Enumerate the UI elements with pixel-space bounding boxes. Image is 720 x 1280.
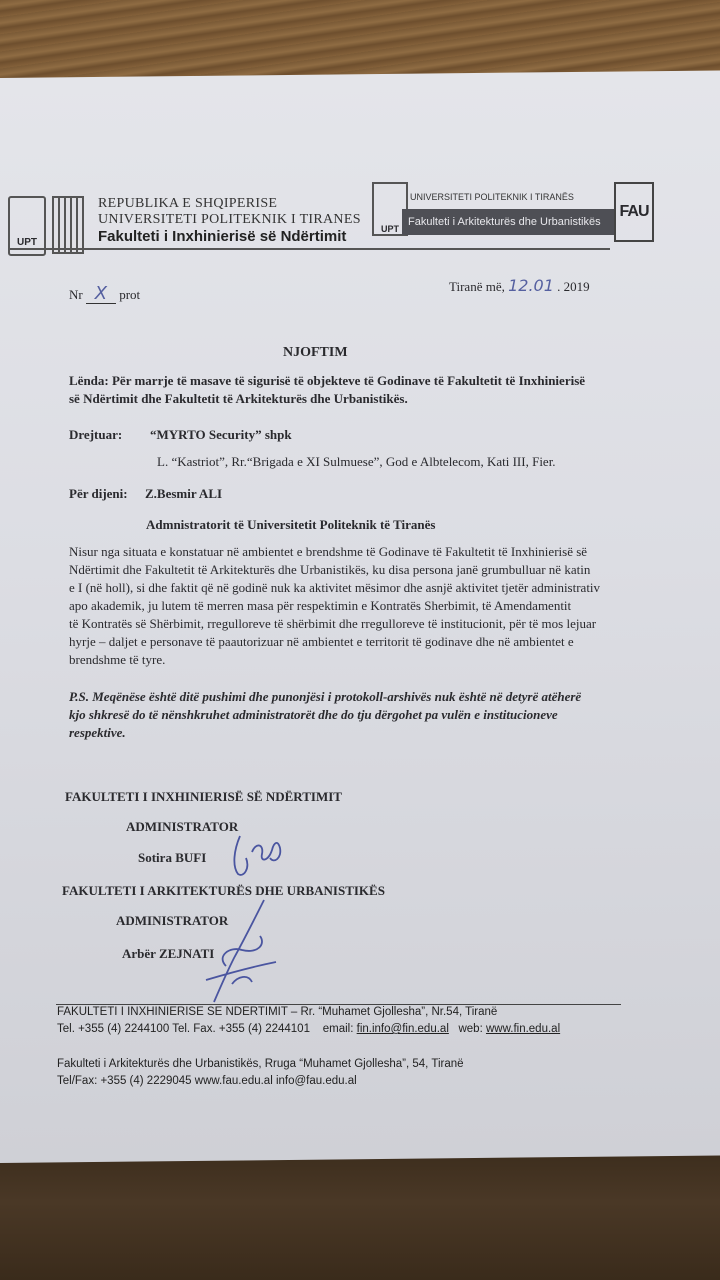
nr-label: Nr xyxy=(69,287,83,302)
body-line: e I (në holl), si dhe faktit që në godinë nuk ka aktivitet mësimor dhe asnjë aktivitet tjetër administrativ xyxy=(69,580,601,595)
wood-background-bottom xyxy=(0,1150,720,1280)
postscript xyxy=(69,688,647,742)
cc-name: Z.Besmir ALI xyxy=(145,486,223,501)
footer-divider xyxy=(56,1004,621,1005)
ps-line: respektive. xyxy=(69,725,126,740)
body-line: Nisur nga situata e konstatuar në ambientet e brendshme të Godinave të Fakultetit të Inxhinierisë së xyxy=(69,544,588,559)
tower-logo xyxy=(52,196,84,254)
date-prefix: Tiranë më, xyxy=(449,279,505,294)
prot-label: prot xyxy=(119,287,141,302)
footer-fin-address: FAKULTETI I INXHINIERISE SE NDERTIMIT – Rr. “Muhamet Gjollesha”, Nr.54, Tiranë xyxy=(57,1006,498,1018)
fin-administrator-name: Sotira BUFI xyxy=(138,850,207,865)
body-paragraph xyxy=(69,543,647,669)
footer-fau-contacts: Tel/Fax: +355 (4) 2229045 www.fau.edu.al info@fau.edu.al xyxy=(57,1075,357,1087)
fau-administrator-role: ADMINISTRATOR xyxy=(116,913,229,928)
ps-line: P.S. Meqënëse është ditë pushimi dhe punonjësi i protokoll-arshivës nuk është në detyrë atëherë xyxy=(69,689,582,704)
fin-faculty-heading: FAKULTETI I INXHINIERISË SË NDËRTIMIT xyxy=(65,789,342,804)
nr-value: X xyxy=(86,285,116,304)
body-line: të Kontratës së Shërbimit, rregulloreve të shërbimit dhe rregulloreve të institucionit, për të mos lejuar xyxy=(69,616,597,631)
header-faculty: Fakulteti i Inxhinierisë së Ndërtimit xyxy=(98,228,347,245)
addressee-label: Drejtuar: xyxy=(69,427,123,442)
header-right-faculty-bar: Fakulteti i Arkitekturës dhe Urbanistikës xyxy=(402,209,614,235)
header-republic: REPUBLIKA E SHQIPERISE xyxy=(98,196,278,211)
body-line: hyrje – daljet e personave të paautorizuar në ambientet e territorit të godinave dhe në ambientet e xyxy=(69,634,574,649)
protocol-number xyxy=(69,285,140,304)
footer-fau-address: Fakulteti i Arkitekturës dhe Urbanistikës, Rruga “Muhamet Gjollesha”, 54, Tiranë xyxy=(57,1058,464,1070)
footer-fin-email-link[interactable]: fin.info@fin.edu.al xyxy=(356,1023,449,1035)
footer-fin-contacts xyxy=(57,1023,560,1035)
cc-role: Admnistratorit të Universitetit Politeknik të Tiranës xyxy=(146,517,436,532)
upt-logo: UPT xyxy=(8,196,46,256)
addressee-name: “MYRTO Security” shpk xyxy=(150,427,292,442)
upt-logo-small: UPT xyxy=(372,182,408,236)
header-divider xyxy=(10,248,610,250)
signature-bufi xyxy=(228,828,288,880)
footer-fin-web-link[interactable]: www.fin.edu.al xyxy=(485,1023,561,1035)
body-line: apo akademik, ju lutem të merren masa për respektimin e Kontratës Sherbimit, të Amendamentit xyxy=(69,598,572,613)
footer-fin-phone: Tel. +355 (4) 2244100 Tel. Fax. +355 (4) 2244101 xyxy=(57,1023,310,1035)
fau-faculty-heading: FAKULTETI I ARKITEKTURËS DHE URBANISTIKËS xyxy=(62,883,385,898)
footer-email-label: email: xyxy=(322,1023,354,1035)
subject-line-2: së Ndërtimit dhe Fakultetit të Arkitekturës dhe Urbanistikës. xyxy=(69,391,408,406)
footer-web-label: web: xyxy=(458,1023,483,1035)
cc-label: Për dijeni: xyxy=(69,486,128,501)
header-university: UNIVERSITETI POLITEKNIK I TIRANES xyxy=(98,212,361,227)
fin-administrator-role: ADMINISTRATOR xyxy=(126,819,239,834)
subject-line-1: Lënda: Për marrje të masave të sigurisë të objekteve të Godinave të Fakultetit të Inxhinierisë xyxy=(69,373,586,388)
date-year: . 2019 xyxy=(557,279,590,294)
fau-administrator-name: Arbër ZEJNATI xyxy=(122,946,215,961)
addressee-address: L. “Kastriot”, Rr.“Brigada e XI Sulmuese”, God e Albtelecom, Kati III, Fier. xyxy=(157,454,556,469)
fau-logo: FAU xyxy=(614,182,654,242)
document-date xyxy=(449,277,590,296)
header-left-text xyxy=(98,196,361,245)
signature-zejnati xyxy=(186,896,286,1008)
body-line: brendshme të tyre. xyxy=(69,652,166,667)
date-handwritten: 12.01 xyxy=(508,276,554,295)
document-title: NJOFTIM xyxy=(283,345,348,360)
body-line: Ndërtimit dhe Fakultetit të Arkitekturës dhe Urbanistikës, ku disa persona janë grumbulluar në katin xyxy=(69,562,591,577)
header-left xyxy=(8,196,361,256)
header-right-university: UNIVERSITETI POLITEKNIK I TIRANËS xyxy=(410,192,574,202)
ps-line: kjo shkresë do të nënshkruhet administratorët dhe do tju dërgohet pa vulën e institucioneve xyxy=(69,707,558,722)
